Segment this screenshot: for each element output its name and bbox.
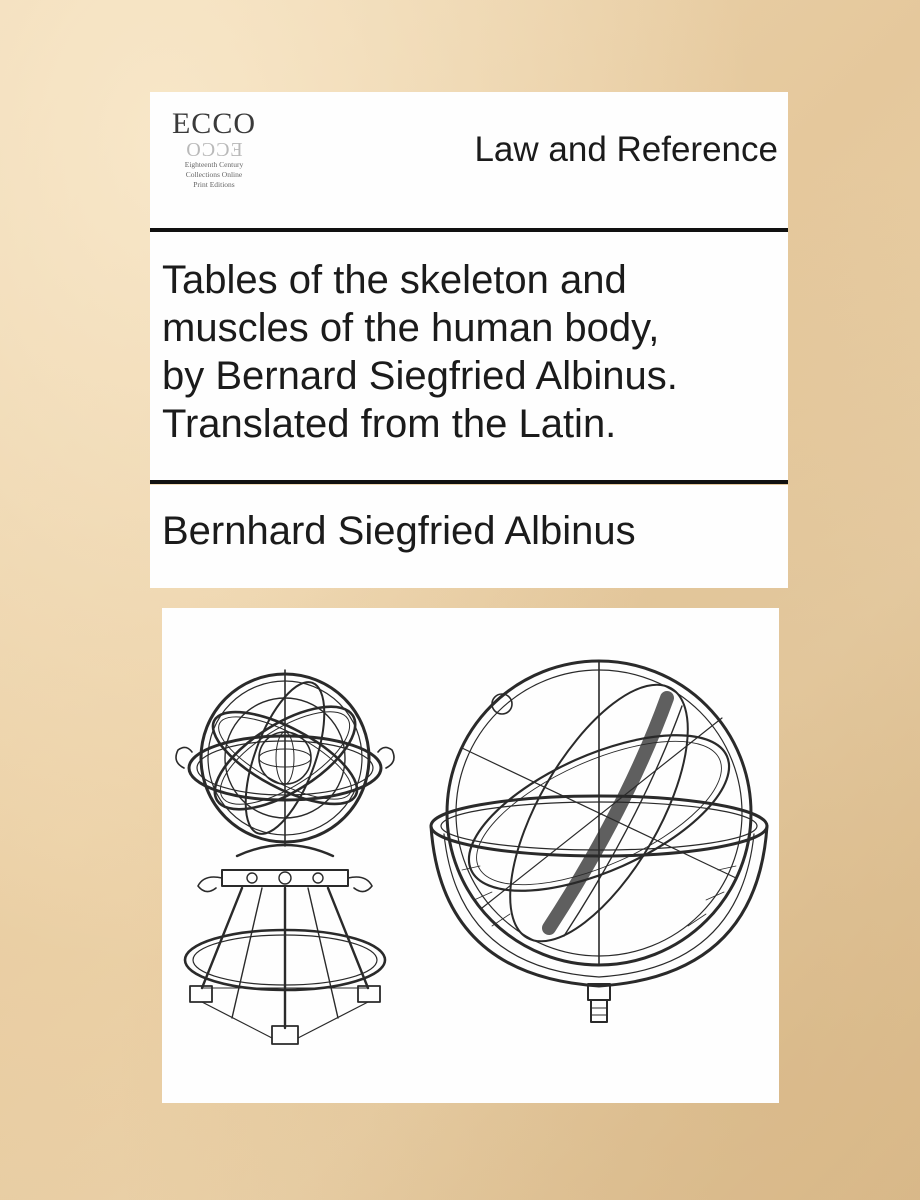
author-name: Bernhard Siegfried Albinus — [162, 509, 636, 553]
divider-rule — [150, 480, 788, 484]
book-title — [162, 256, 782, 448]
armillary-sphere-in-bowl-icon — [431, 658, 767, 1022]
ecco-logo — [166, 108, 262, 212]
armillary-engraving — [162, 608, 779, 1103]
book-title-line-1: Tables of the skeleton and — [162, 258, 627, 302]
book-title-line-3: by Bernard Siegfried Albinus. — [162, 354, 678, 398]
series-label: Law and Reference — [474, 130, 778, 169]
header-panel — [150, 92, 788, 228]
ecco-logo-mirror: ECCO — [185, 139, 243, 161]
ecco-logo-mark: ECCO — [171, 107, 256, 140]
armillary-sphere-on-stand-icon — [176, 670, 394, 1044]
book-title-line-4: Translated from the Latin. — [162, 402, 617, 446]
ecco-logo-line-3: Print Editions — [193, 180, 235, 189]
book-title-line-2: muscles of the human body, — [162, 306, 660, 350]
ecco-logo-line-2: Collections Online — [185, 170, 243, 179]
ecco-logo-line-1: Eighteenth Century — [184, 160, 244, 169]
illustration-panel — [162, 608, 779, 1103]
author-panel — [150, 485, 788, 588]
title-panel — [150, 232, 788, 480]
